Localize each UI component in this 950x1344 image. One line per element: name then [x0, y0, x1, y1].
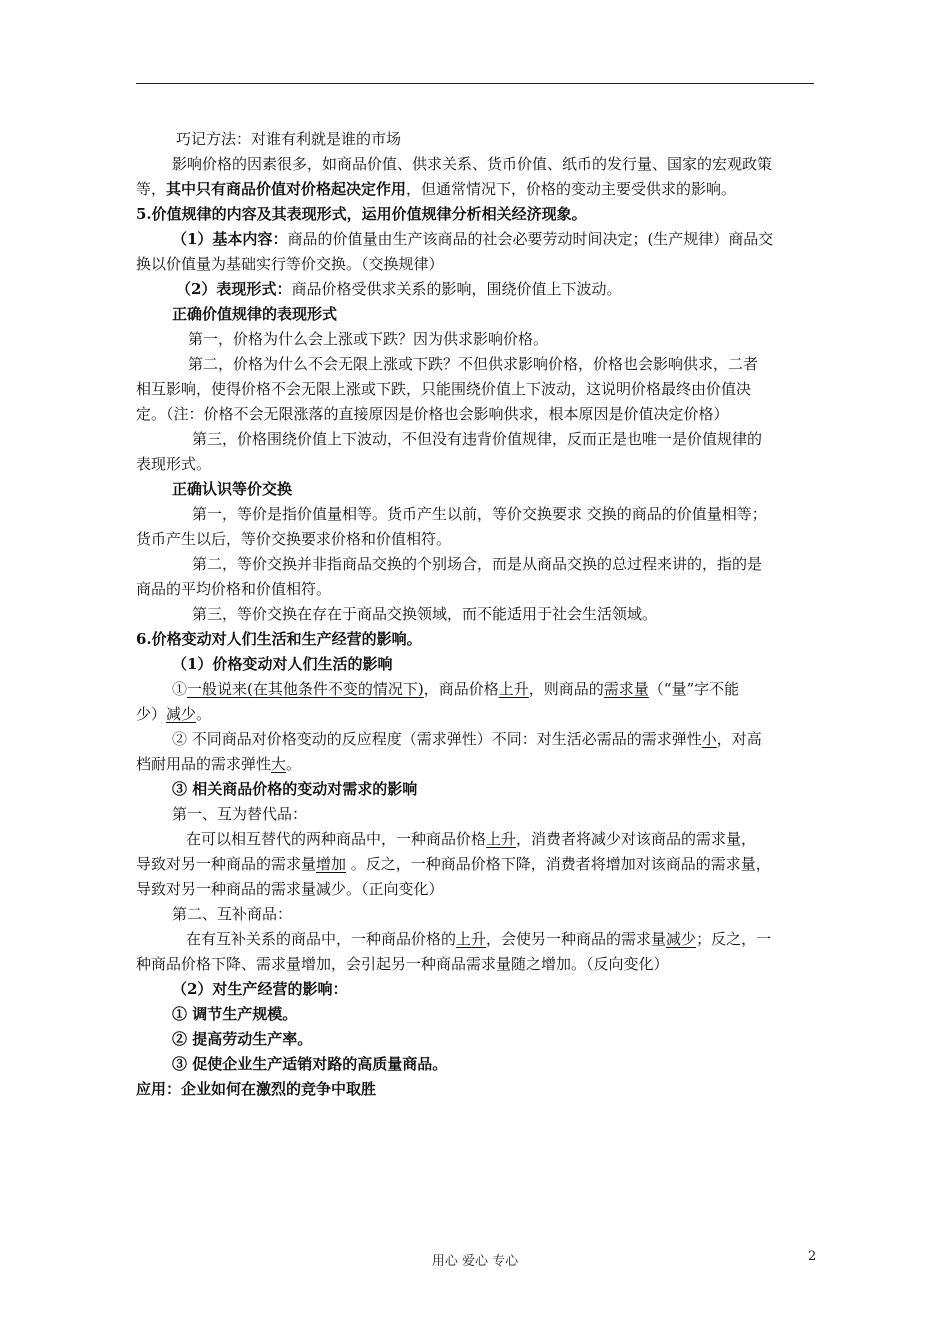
paragraph-line: 第一，价格为什么会上涨或下跌？因为供求影响价格。 [188, 330, 549, 348]
paragraph-line: 在有互补关系的商品中，一种商品价格的上升，会使另一种商品的需求量减少；反之，一 [186, 930, 772, 948]
sub-title: 正确价值规律的表现形式 [172, 305, 338, 323]
section-heading-5: 5.价值规律的内容及其表现形式，运用价值规律分析相关经济现象。 [136, 205, 587, 223]
page-number: 2 [808, 1249, 817, 1264]
paragraph-line: 少）减少。 [136, 705, 212, 723]
paragraph-line: 导致对另一种商品的需求量减少。（正向变化） [136, 880, 444, 898]
sub-heading: ③ 相关商品价格的变动对需求的影响 [172, 780, 418, 798]
document-body [136, 127, 816, 1102]
footer-text: 用心 爱心 专心 [431, 1254, 519, 1269]
paragraph-line: 在可以相互替代的两种商品中，一种商品价格上升，消费者将减少对该商品的需求量， [186, 830, 757, 848]
header-rule [136, 83, 814, 84]
sub-heading: （2）对生产经营的影响： [172, 980, 348, 998]
paragraph-line: 相互影响，使得价格不会无限上涨或下跌，只能围绕价值上下波动，这说明价格最终由价值决 [136, 380, 752, 398]
paragraph-line: 货币产生以后，等价交换要求价格和价值相符。 [136, 530, 452, 548]
sub-heading: （1）价格变动对人们生活的影响 [172, 655, 393, 673]
sub-title: 正确认识等价交换 [172, 480, 293, 498]
paragraph-line: 商品的平均价格和价值相符。 [136, 580, 332, 598]
paragraph-line: ② 不同商品对价格变动的反应程度（需求弹性）不同：对生活必需品的需求弹性小，对高 [172, 730, 762, 748]
paragraph-line: 影响价格的因素很多，如商品价值、供求关系、货币价值、纸币的发行量、国家的宏观政策 [172, 155, 773, 173]
sub-heading: （2）表现形式： [176, 280, 292, 298]
paragraph-line: 种商品价格下降、需求量增加，会引起另一种商品需求量随之增加。（反向变化） [136, 955, 669, 973]
paragraph-line: 第一，等价是指价值量相等。货币产生以前，等价交换要求 交换的商品的价值量相等； [192, 505, 767, 523]
paragraph-line: 第二，等价交换并非指商品交换的个别场合，而是从商品交换的总过程来讲的，指的是 [192, 555, 763, 573]
section-heading-6: 6.价格变动对人们生活和生产经营的影响。 [136, 630, 422, 648]
paragraph-line: 定。（注：价格不会无限涨落的直接原因是价格也会影响供求，根本原因是价值决定价格） [136, 405, 729, 423]
paragraph-line: 表现形式。 [136, 455, 212, 473]
list-item: ② 提高劳动生产率。 [172, 1030, 313, 1048]
paragraph-line: 第三，价格围绕价值上下波动，不但没有违背价值规律，反而正是也唯一是价值规律的 [192, 430, 763, 448]
paragraph-line: ①一般说来(在其他条件不变的情况下)，商品价格上升，则商品的需求量（“量”字不能 [172, 680, 740, 698]
paragraph-line: 等，其中只有商品价值对价格起决定作用，但通常情况下，价格的变动主要受供求的影响。 [136, 180, 737, 198]
paragraph-line: 换以价值量为基础实行等价交换。（交换规律） [136, 255, 444, 273]
memory-tip: 巧记方法：对谁有利就是谁的市场 [176, 130, 402, 148]
list-item: ① 调节生产规模。 [172, 1005, 298, 1023]
paragraph-line: （1）基本内容：商品的价值量由生产该商品的社会必要劳动时间决定；(生产规律）商品交 [172, 230, 774, 248]
paragraph-line: （2）表现形式：商品价格受供求关系的影响，围绕价值上下波动。 [176, 280, 622, 298]
key-sentence: 其中只有商品价值对价格起决定作用 [166, 180, 407, 198]
paragraph-line: 档耐用品的需求弹性大。 [136, 755, 302, 773]
application-heading: 应用：企业如何在激烈的竞争中取胜 [136, 1080, 377, 1098]
paragraph-line: 导致对另一种商品的需求量增加 。反之，一种商品价格下降，消费者将增加对该商品的需求量， [136, 855, 771, 873]
paragraph-line: 第三，等价交换在存在于商品交换领域，而不能适用于社会生活领域。 [192, 605, 658, 623]
paragraph-line: 第一、互为替代品： [172, 805, 308, 823]
list-item: ③ 促使企业生产适销对路的高质量商品。 [172, 1055, 448, 1073]
paragraph-line: 第二、互补商品： [172, 905, 293, 923]
sub-heading: （1）基本内容： [172, 230, 288, 248]
paragraph-line: 第二，价格为什么不会无限上涨或下跌？不但供求影响价格，价格也会影响供求，二者 [188, 355, 759, 373]
